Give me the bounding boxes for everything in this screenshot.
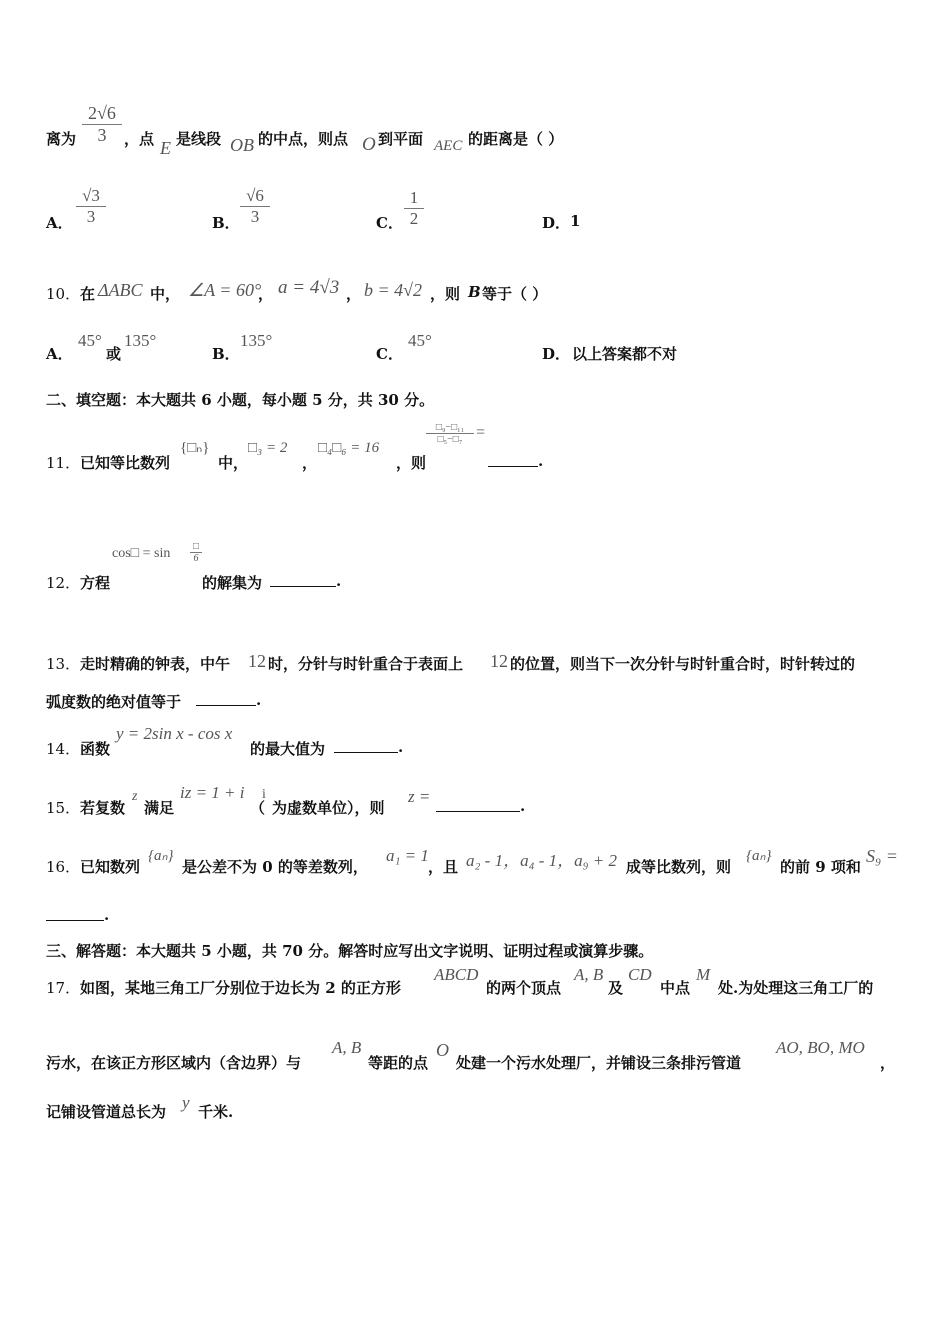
q9-text: 的距离是（ ） [468, 130, 564, 148]
q15-i: i [262, 787, 266, 802]
q16-answer-blank[interactable] [46, 906, 104, 921]
q12-answer-blank[interactable] [270, 572, 336, 587]
q11-condition-2: □₄□₆ = 16 [318, 440, 380, 456]
q17-text: 千米. [198, 1103, 234, 1121]
q17-text: 等距的点 [368, 1054, 429, 1072]
q17-text: 处.为处理这三角工厂的 [718, 979, 874, 997]
q11-text: 已知等比数列 [80, 454, 171, 472]
q14-answer-blank[interactable] [334, 738, 398, 753]
q17-text: 处建一个污水处理厂，并铺设三条排污管道 [456, 1054, 742, 1072]
q11-period: . [538, 452, 544, 470]
question-number: 16． [46, 858, 81, 876]
q9-text: 离为 [46, 130, 77, 148]
q17-text: 及 [608, 979, 624, 997]
q15-z-equals: z = [408, 787, 431, 806]
frac-den: 3 [250, 207, 260, 226]
q16-s9: S₉ = [866, 846, 898, 866]
q10-option-d-value: 以上答案都不对 [572, 345, 678, 363]
q10-option-d-label: D． [542, 345, 571, 363]
q11-text: ，则 [396, 454, 427, 472]
q15-text: 为虚数单位），则 [272, 799, 385, 817]
q16-period: . [104, 906, 110, 924]
q16-text: 的前 9 项和 [780, 858, 861, 876]
point-e: E [160, 138, 171, 158]
q10-option-c-label: C． [376, 345, 403, 363]
question-number: 17． [46, 979, 81, 997]
q14-text: 函数 [80, 740, 111, 758]
q9-fraction [82, 103, 122, 146]
q11-sequence: {□ₙ} [180, 440, 210, 456]
q17-points-ab: A, B [332, 1038, 362, 1057]
plane-aec: AEC [434, 138, 463, 154]
q10-text: ，则 [430, 285, 461, 303]
q12-text: 的解集为 [202, 574, 263, 592]
q9-option-c-fraction [404, 188, 424, 229]
q13-number-12: 12 [248, 651, 266, 671]
q15-formula: iz = 1 + i [180, 783, 245, 802]
q17-point-o: O [436, 1040, 449, 1060]
q15-text: 满足 [144, 799, 175, 817]
q10-option-c-value: 45° [408, 331, 432, 350]
q9-text: 是线段 [176, 130, 222, 148]
frac-den: 3 [86, 207, 96, 226]
q16-text: 成等比数列，则 [626, 858, 732, 876]
q14-formula: y = 2sin x - cos x [116, 724, 233, 743]
q16-text: 是公差不为 0 的等差数列， [182, 858, 368, 876]
q11-text: 中， [218, 454, 249, 472]
q9-option-b-fraction [240, 186, 270, 227]
q16-text: 已知数列 [80, 858, 141, 876]
section-2-heading: 二、填空题：本大题共 6 小题，每小题 5 分，共 30 分。 [46, 391, 435, 409]
q17-text: 的两个顶点 [486, 979, 562, 997]
q10-option-a-value2: 135° [124, 331, 157, 350]
q15-text: （ [250, 799, 266, 817]
q16-text: ，且 [428, 858, 459, 876]
q12-fraction [190, 541, 202, 564]
q10-text: ， [346, 285, 362, 303]
q10-text: 在 [80, 285, 96, 303]
q17-text: 记铺设管道总长为 [46, 1103, 167, 1121]
q10-text: 等于（ ） [482, 285, 548, 303]
q9-text: ，点 [124, 130, 155, 148]
frac-num: □₉−□₁₁ [426, 422, 474, 434]
triangle-abc: ΔABC [98, 280, 143, 300]
q13-number-12b: 12 [490, 651, 508, 671]
q14-text: 的最大值为 [250, 740, 326, 758]
q11-answer-blank[interactable] [488, 452, 538, 467]
q9-option-d-label: D． [542, 214, 571, 232]
q16-terms: a₂ - 1，a₄ - 1，a₉ + 2 [466, 851, 618, 870]
q17-square: ABCD [434, 965, 479, 984]
q15-z: z [132, 789, 138, 804]
q10-text: ， [258, 285, 274, 303]
q13-text: 时，分针与时针重合于表面上 [268, 655, 464, 673]
q12-text: 方程 [80, 574, 111, 592]
q17-text: 污水，在该正方形区域内（含边界）与 [46, 1054, 302, 1072]
q9-option-d-value: 1 [570, 212, 581, 230]
segment-ob: OB [230, 135, 254, 155]
q15-answer-blank[interactable] [436, 797, 520, 812]
frac-den: 2 [409, 209, 419, 228]
q9-text: 的中点，则点 [258, 130, 349, 148]
q16-sequence: {aₙ} [148, 848, 174, 864]
q15-text: 若复数 [80, 799, 126, 817]
frac-den: 6 [193, 553, 199, 564]
q12-period: . [336, 572, 342, 590]
frac-num: □ [190, 541, 202, 553]
question-number: 11． [46, 454, 81, 472]
q17-text: ， [880, 1054, 896, 1072]
q11-equals: = [476, 424, 486, 441]
frac-num: √6 [240, 186, 270, 207]
section-3-heading: 三、解答题：本大题共 5 小题，共 70 分。解答时应写出文字说明、证明过程或演算步骤。 [46, 942, 654, 960]
question-number: 12． [46, 574, 81, 592]
q11-fraction [426, 422, 474, 445]
angle-a: ∠A = 60° [188, 280, 262, 300]
q11-condition-1: □₃ = 2 [248, 440, 288, 456]
angle-b: B [468, 283, 481, 301]
q13-text: 弧度数的绝对值等于 [46, 693, 182, 711]
q10-option-a-label: A． [46, 345, 73, 363]
q10-text: 中， [150, 285, 181, 303]
q17-point-m: M [696, 965, 711, 984]
q9-option-b-label: B． [212, 214, 240, 232]
q17-text: 中点 [660, 979, 691, 997]
q9-option-c-label: C． [376, 214, 403, 232]
q12-formula: cos□ = sin [112, 546, 171, 561]
q13-text: 的位置，则当下一次分针与时针重合时，时针转过的 [510, 655, 856, 673]
q13-text: 走时精确的钟表，中午 [80, 655, 231, 673]
question-number: 10． [46, 285, 81, 303]
q10-option-a-or: 或 [106, 345, 122, 363]
frac-num: 1 [404, 188, 424, 209]
q16-a1: a₁ = 1 [386, 846, 429, 865]
q10-option-b-value: 135° [240, 331, 273, 350]
question-number: 15． [46, 799, 81, 817]
q10-option-a-value: 45° [78, 331, 102, 350]
q15-period: . [520, 797, 526, 815]
q16-sequence-2: {aₙ} [746, 848, 772, 864]
q14-period: . [398, 738, 404, 756]
q11-text: ， [302, 454, 318, 472]
q17-pipes: AO, BO, MO [776, 1038, 865, 1057]
q17-side-cd: CD [628, 965, 652, 984]
q9-option-a-fraction [76, 186, 106, 227]
q17-text: 如图，某地三角工厂分别位于边长为 2 的正方形 [80, 979, 401, 997]
question-number: 14． [46, 740, 81, 758]
q9-frac-num: 2√6 [82, 103, 122, 125]
q13-answer-blank[interactable] [196, 691, 256, 706]
frac-den: □₅−□₇ [437, 434, 463, 445]
q17-y: y [182, 1093, 190, 1112]
q9-text: 到平面 [378, 130, 424, 148]
side-a: a = 4√3 [278, 277, 340, 298]
point-o: O [362, 134, 376, 155]
q17-vertices: A, B [574, 965, 604, 984]
q13-period: . [256, 691, 262, 709]
frac-num: √3 [76, 186, 106, 207]
q9-option-a-label: A． [46, 214, 73, 232]
q10-option-b-label: B． [212, 345, 240, 363]
question-number: 13． [46, 655, 81, 673]
q9-frac-den: 3 [97, 125, 107, 145]
side-b: b = 4√2 [364, 280, 423, 300]
